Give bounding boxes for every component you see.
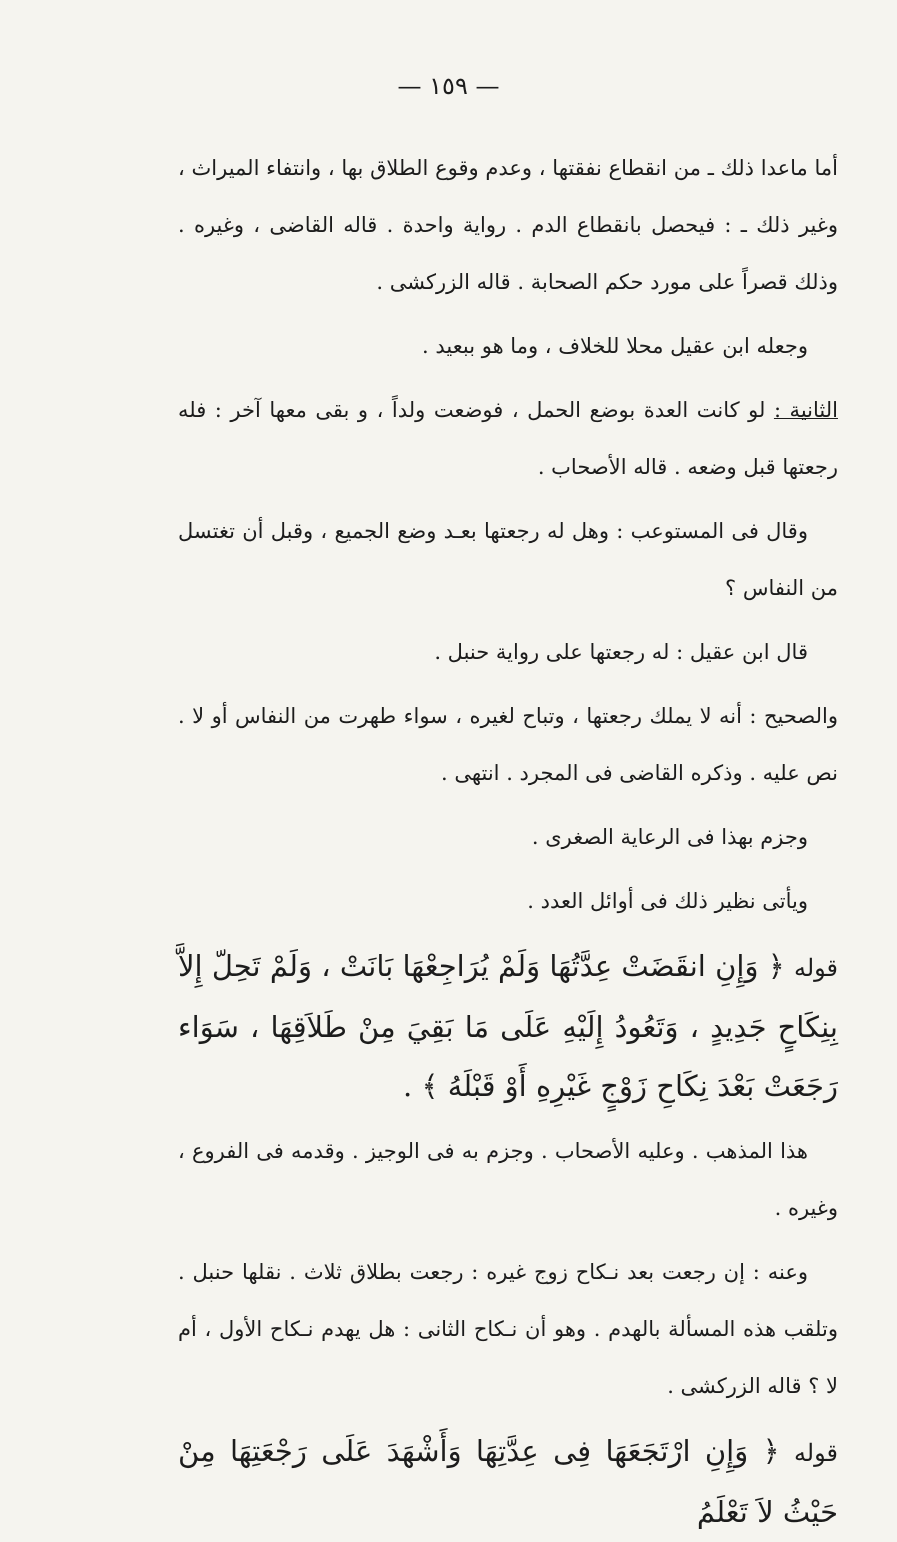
paragraph-5: قال ابن عقيل : له رجعتها على رواية حنبل . [434,640,808,664]
paragraph-8: ويأتى نظير ذلك فى أوائل العدد . [527,889,808,913]
quote-1-lead: قوله [793,954,839,982]
paragraph-6: والصحيح : أنه لا يملك رجعتها ، وتباح لغيره ، سواء طهرت من النفاس أو لا . نص عليه . وذكره القاضى فى المجرد . انتهى . [178,704,838,785]
paragraph-1: أما ماعدا ذلك ـ من انقطاع نفقتها ، وعدم وقوع الطلاق بها ، وانتفاء الميراث ، وغير ذلك ـ : فيحصل بانقطاع الدم . رواية واحدة . قاله القاضى ، وغيره . وذلك قصراً على مورد حكم الصحابة . قاله الزركشى . [178,156,838,294]
quote-2-lead: قوله [793,1439,838,1467]
quote-1 [178,937,838,1116]
paragraph-3-text: لو كانت العدة بوضع الحمل ، فوضعت ولداً ، و بقى معها آخر : فله رجعتها قبل وضعه . قاله الأصحاب . [178,398,838,479]
paragraph-4: وقال فى المستوعب : وهل له رجعتها بعـد وضع الجميع ، وقبل أن تغتسل من النفاس ؟ [178,519,838,600]
page-body [178,140,839,1529]
paragraph-9: هذا المذهب . وعليه الأصحاب . وجزم به فى الوجيز . وقدمه فى الفروع ، وغيره . [178,1139,838,1220]
quote-1-text: ﴿ وَإِنِ انقَضَتْ عِدَّتُهَا وَلَمْ يُرَاجِعْهَا بَانَتْ ، وَلَمْ تَحِلّ إِلاَّ بِنِكَاحٍ جَدِيدٍ ، وَتَعُودُ إِلَيْهِ عَلَى مَا بَقِيَ مِنْ طَلاَقِهَا ، سَوَاء رَجَعَتْ بَعْدَ نِكَاحِ زَوْجٍ غَيْرِهِ أَوْ قَبْلَهُ ﴾ . [178,949,838,1103]
paragraph-2: وجعله ابن عقيل محلا للخلاف ، وما هو ببعيد . [422,334,808,358]
quote-2-text: ﴿ وَإِنِ ارْتَجَعَهَا فِى عِدَّتِهَا وَأَشْهَدَ عَلَى رَجْعَتِهَا مِنْ حَيْثُ لاَ تَعْلَمُ [178,1434,838,1529]
paragraph-3 [178,382,838,496]
page-number: — ١٥٩ — [397,72,500,100]
paragraph-7: وجزم بهذا فى الرعاية الصغرى . [531,825,808,849]
paragraph-10: وعنه : إن رجعت بعد نـكاح زوج غيره : رجعت بطلاق ثلاث . نقلها حنبل . وتلقب هذه المسألة بالهدم . وهو أن نـكاح الثانى : هل يهدم نـكاح الأول ، أم لا ؟ قاله الزركشى . [178,1260,838,1398]
paragraph-3-label: الثانية : [773,398,838,422]
quote-2 [178,1422,838,1529]
